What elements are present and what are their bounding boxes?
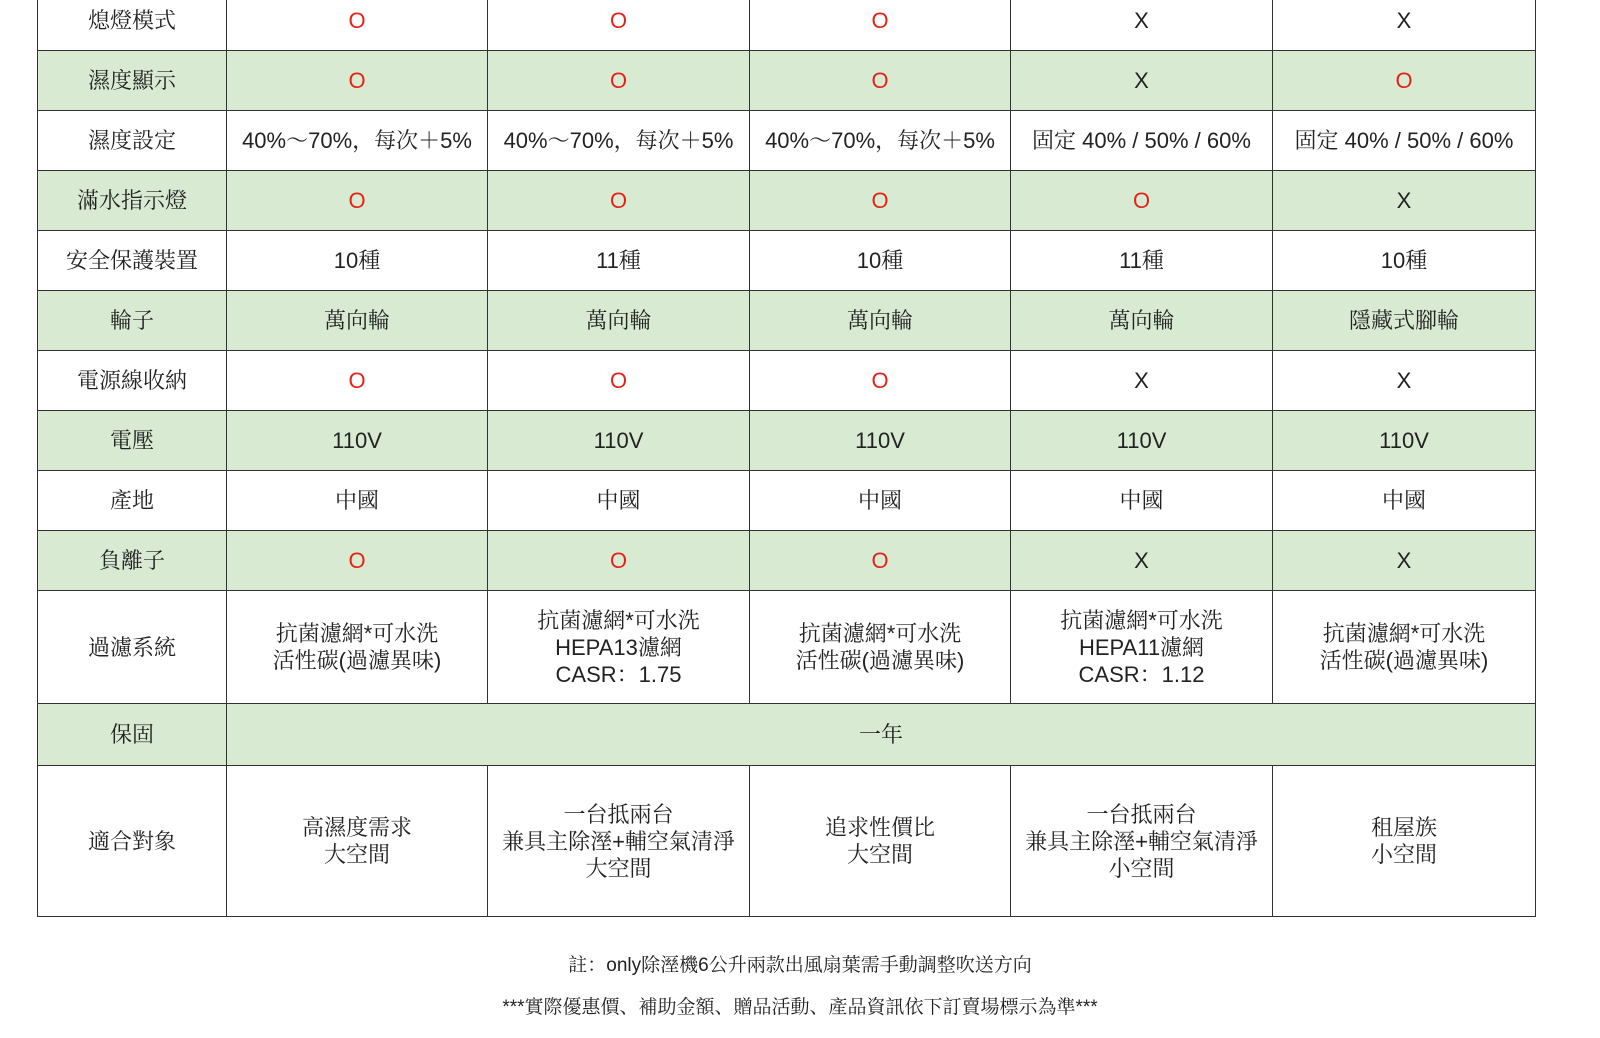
spec-cell (1273, 591, 1536, 704)
no-mark: X (1134, 68, 1149, 93)
spec-cell (488, 591, 750, 704)
spec-value: 中國 (1119, 488, 1164, 513)
footnote-disclaimer: ***實際優惠價、補助金額、贈品活動、產品資訊依下訂賣場標示為準*** (502, 997, 1098, 1018)
spec-cell (750, 0, 1011, 51)
spec-cell (1011, 51, 1273, 111)
spec-cell (750, 231, 1011, 291)
spec-value: 11種 (596, 248, 641, 273)
spec-value: 11種 (1119, 248, 1164, 273)
row-cord-storage (38, 351, 1536, 411)
spec-cell (1011, 291, 1273, 351)
spec-cell (227, 111, 488, 171)
spec-cell (750, 766, 1011, 917)
row-humidity-display (38, 51, 1536, 111)
no-mark: X (1134, 368, 1149, 393)
spec-value: 110V (855, 428, 905, 453)
row-label: 電壓 (38, 411, 227, 471)
row-label: 濕度設定 (38, 111, 227, 171)
spec-value: 追求性價比 大空間 (824, 815, 935, 867)
spec-value: 10種 (856, 248, 904, 273)
spec-cell (488, 531, 750, 591)
yes-mark: O (609, 8, 628, 33)
spec-cell (1273, 531, 1536, 591)
spec-value: 中國 (334, 488, 379, 513)
spec-cell (750, 351, 1011, 411)
spec-cell (1273, 411, 1536, 471)
row-label: 輪子 (38, 291, 227, 351)
row-negative-ion (38, 531, 1536, 591)
spec-cell (1011, 766, 1273, 917)
yes-mark: O (871, 548, 889, 573)
spec-cell (750, 411, 1011, 471)
yes-mark: O (609, 68, 628, 93)
spec-cell (1011, 471, 1273, 531)
spec-cell (488, 231, 750, 291)
spec-cell-merged: 一年 (227, 704, 1536, 766)
yes-mark: O (609, 368, 628, 393)
spec-cell (750, 171, 1011, 231)
spec-cell (1011, 231, 1273, 291)
spec-value: 10種 (333, 248, 381, 273)
row-label: 安全保護裝置 (38, 231, 227, 291)
spec-cell (227, 0, 488, 51)
row-filter-system (38, 591, 1536, 704)
spec-value: 抗菌濾網*可水洗 活性碳(過濾異味) (1319, 621, 1489, 673)
spec-comparison-table (37, 0, 1536, 917)
spec-cell (488, 766, 750, 917)
spec-cell (227, 766, 488, 917)
spec-cell (1011, 111, 1273, 171)
spec-value: 110V (1116, 428, 1167, 453)
spec-cell (227, 531, 488, 591)
spec-cell (488, 0, 750, 51)
spec-cell (1273, 231, 1536, 291)
spec-value: 110V (1379, 428, 1429, 453)
spec-value: 萬向輪 (1108, 308, 1175, 333)
spec-value: 110V (332, 428, 382, 453)
row-origin (38, 471, 1536, 531)
spec-cell (488, 111, 750, 171)
spec-value: 110V (593, 428, 644, 453)
spec-cell (488, 411, 750, 471)
spec-value: 抗菌濾網*可水洗 HEPA13濾網 CASR：1.75 (537, 607, 700, 687)
no-mark: X (1396, 368, 1412, 393)
spec-cell (750, 51, 1011, 111)
row-suitable-for (38, 766, 1536, 917)
yes-mark: O (871, 188, 889, 213)
spec-cell (488, 471, 750, 531)
yes-mark: O (348, 548, 366, 573)
yes-mark: O (609, 548, 628, 573)
spec-cell (1273, 51, 1536, 111)
row-label: 過濾系統 (38, 591, 227, 704)
spec-cell (750, 471, 1011, 531)
spec-value: 抗菌濾網*可水洗 HEPA11濾網 CASR：1.12 (1060, 607, 1223, 687)
spec-cell (1273, 471, 1536, 531)
spec-cell (227, 291, 488, 351)
yes-mark: O (871, 368, 889, 393)
spec-cell (750, 291, 1011, 351)
spec-cell (750, 111, 1011, 171)
spec-cell (227, 231, 488, 291)
row-humidity-setting (38, 111, 1536, 171)
yes-mark: O (1132, 188, 1151, 213)
spec-cell (488, 291, 750, 351)
row-label: 保固 (38, 704, 227, 766)
yes-mark: O (348, 8, 366, 33)
spec-cell (750, 591, 1011, 704)
yes-mark: O (348, 368, 366, 393)
spec-value: 抗菌濾網*可水洗 活性碳(過濾異味) (795, 621, 965, 673)
spec-value: 一台抵兩台 兼具主除溼+輔空氣清淨 小空間 (1025, 801, 1258, 881)
spec-value: 中國 (857, 488, 902, 513)
yes-mark: O (1395, 68, 1413, 93)
spec-value: 中國 (596, 488, 641, 513)
yes-mark: O (348, 188, 366, 213)
spec-value: 萬向輪 (846, 308, 913, 333)
row-safety-protection (38, 231, 1536, 291)
spec-cell (1273, 766, 1536, 917)
spec-cell (227, 51, 488, 111)
row-label: 濕度顯示 (38, 51, 227, 111)
no-mark: X (1134, 548, 1149, 573)
no-mark: X (1134, 8, 1149, 33)
spec-cell (227, 591, 488, 704)
row-label: 熄燈模式 (38, 0, 227, 51)
spec-value: 隱藏式腳輪 (1348, 308, 1459, 333)
spec-cell (1011, 411, 1273, 471)
spec-cell (1011, 351, 1273, 411)
spec-cell (488, 51, 750, 111)
spec-cell (227, 411, 488, 471)
row-wheels (38, 291, 1536, 351)
spec-cell (1011, 531, 1273, 591)
row-light-off-mode (38, 0, 1536, 51)
spec-value: 固定 40% / 50% / 60% (1032, 128, 1251, 153)
row-label: 電源線收納 (38, 351, 227, 411)
row-label: 適合對象 (38, 766, 227, 917)
spec-value: 一台抵兩台 兼具主除溼+輔空氣清淨 大空間 (502, 801, 735, 881)
spec-cell (1273, 111, 1536, 171)
row-label: 產地 (38, 471, 227, 531)
spec-value: 萬向輪 (585, 308, 652, 333)
spec-cell (1273, 0, 1536, 51)
spec-cell (1273, 291, 1536, 351)
row-voltage (38, 411, 1536, 471)
spec-cell (488, 171, 750, 231)
spec-value: 中國 (1381, 488, 1426, 513)
yes-mark: O (609, 188, 628, 213)
spec-cell (1273, 351, 1536, 411)
yes-mark: O (871, 8, 889, 33)
no-mark: X (1396, 188, 1412, 213)
yes-mark: O (348, 68, 366, 93)
spec-value: 抗菌濾網*可水洗 活性碳(過濾異味) (272, 621, 442, 673)
no-mark: X (1396, 8, 1412, 33)
no-mark: X (1396, 548, 1412, 573)
spec-cell (1011, 0, 1273, 51)
spec-cell (1273, 171, 1536, 231)
row-warranty (38, 704, 1536, 766)
spec-cell (750, 531, 1011, 591)
spec-cell (227, 471, 488, 531)
footnote-fan-direction: 註：only除溼機6公升兩款出風扇葉需手動調整吹送方向 (568, 955, 1032, 976)
spec-value: 10種 (1380, 248, 1428, 273)
spec-value: 固定 40% / 50% / 60% (1294, 128, 1514, 153)
spec-cell (227, 351, 488, 411)
row-full-water-indicator (38, 171, 1536, 231)
yes-mark: O (871, 68, 889, 93)
spec-value: 40%～70%，每次＋5% (765, 128, 995, 153)
spec-cell (1011, 171, 1273, 231)
spec-value: 高濕度需求 大空間 (301, 815, 412, 867)
spec-value: 40%～70%，每次＋5% (242, 128, 472, 153)
spec-cell (227, 171, 488, 231)
spec-cell (1011, 591, 1273, 704)
spec-value: 萬向輪 (323, 308, 390, 333)
spec-cell (488, 351, 750, 411)
spec-value: 40%～70%，每次＋5% (503, 128, 734, 153)
spec-value: 租屋族 小空間 (1370, 815, 1437, 867)
row-label: 負離子 (38, 531, 227, 591)
row-label: 滿水指示燈 (38, 171, 227, 231)
